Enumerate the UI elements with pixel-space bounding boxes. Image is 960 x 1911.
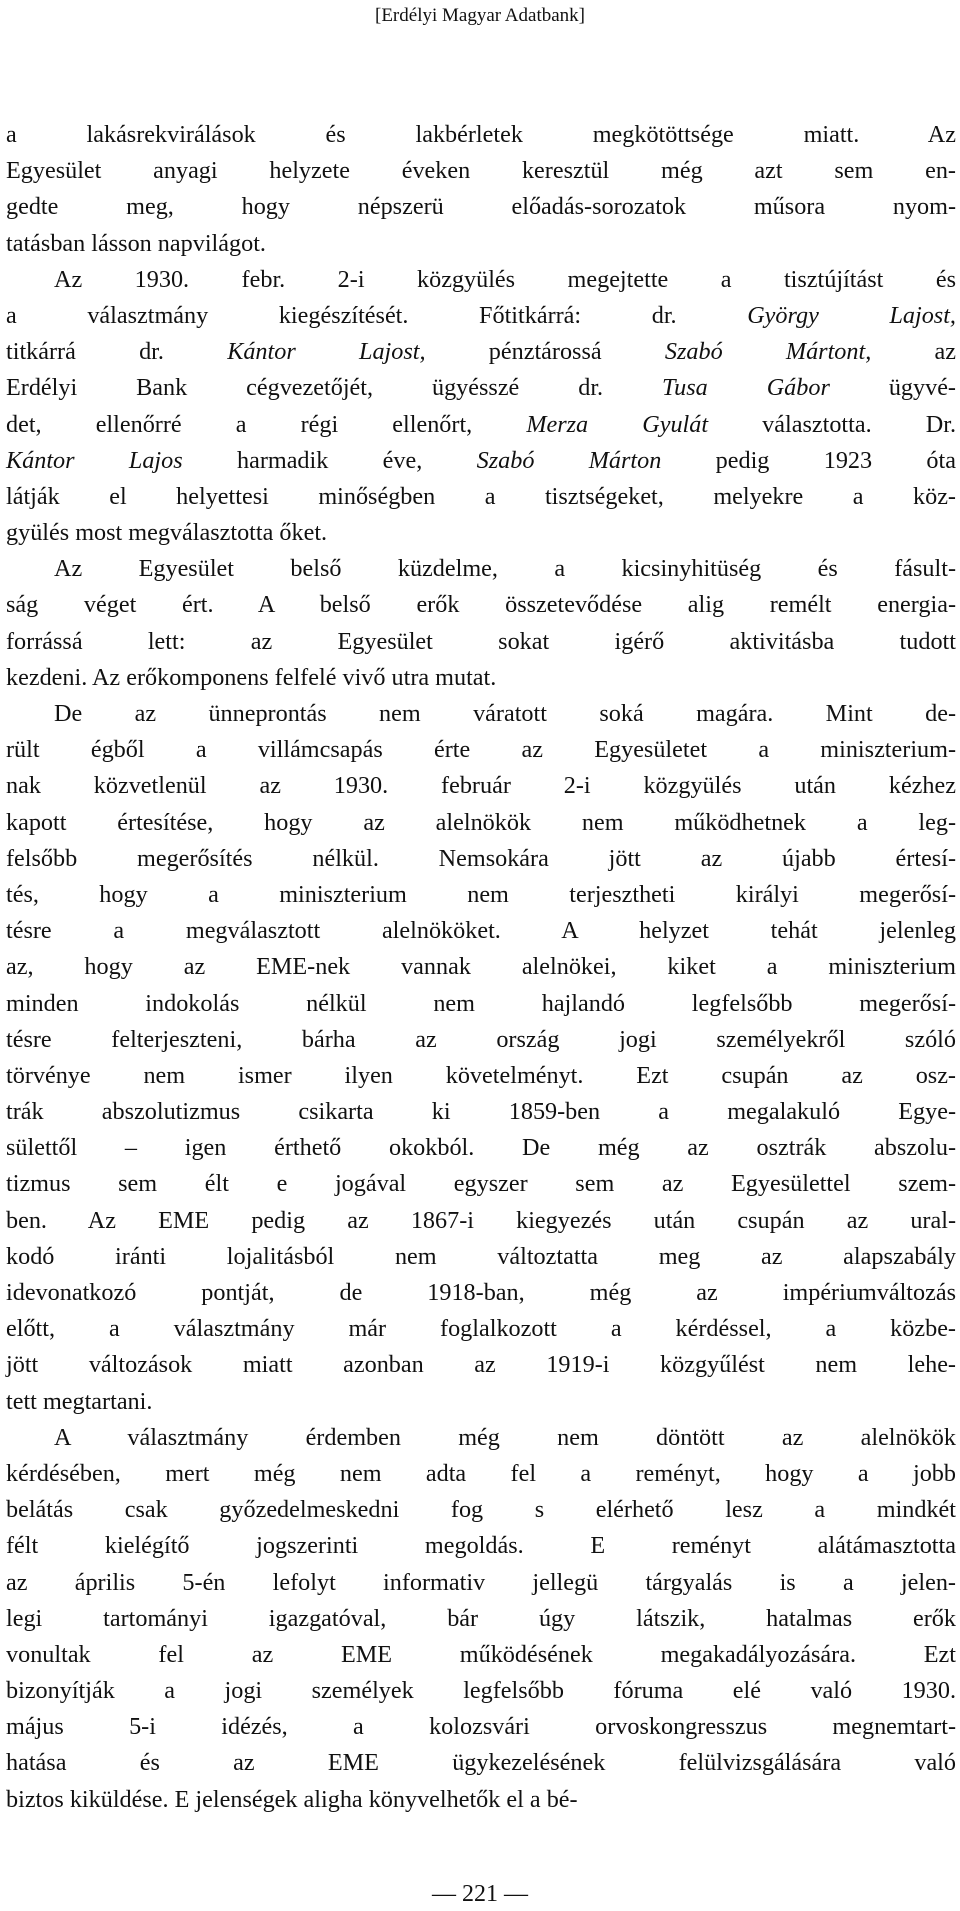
text-segment: felsőbb megerősítés nélkül. Nemsokára jött az újabb értesí- (6, 844, 956, 872)
text-segment: Az 1930. febr. 2-i közgyülés megejtette a tisztújítást és (54, 265, 956, 293)
text-line (6, 1709, 956, 1745)
text-line (6, 1130, 956, 1166)
text-segment: félt kielégítő jogszerinti megoldás. E reményt alátámasztotta (6, 1532, 956, 1560)
text-line (6, 370, 956, 406)
text-line (6, 189, 956, 225)
text-segment: vonultak fel az EME működésének megakadályozására. Ezt (6, 1640, 956, 1668)
text-line (6, 1239, 956, 1275)
text-line (6, 1456, 956, 1492)
text-line (6, 1058, 956, 1094)
text-line (6, 1384, 956, 1420)
text-segment: kodó iránti lojalitásból nem változtatta meg az alapszabály (6, 1242, 956, 1270)
text-segment: rült égből a villámcsapás érte az Egyesületet a miniszterium- (6, 736, 956, 764)
text-line (6, 949, 956, 985)
text-line (6, 1782, 956, 1818)
text-line (6, 913, 956, 949)
italic-name: Szabó Márton (476, 446, 662, 474)
text-line (6, 1745, 956, 1781)
italic-name: Merza Gyulát (526, 410, 709, 438)
text-segment: az, hogy az EME-nek vannak alelnökei, kiket a miniszterium (6, 953, 956, 981)
text-line (6, 1094, 956, 1130)
text-line (6, 153, 956, 189)
text-segment: gedte meg, hogy népszerü előadás-sorozatok műsora nyom- (6, 193, 956, 221)
text-segment: május 5-i idézés, a kolozsvári orvoskongresszus megnemtart- (6, 1713, 956, 1741)
italic-name: Tusa Gábor (662, 374, 830, 402)
text-segment: ügyvé- (829, 374, 956, 402)
text-segment: látják el helyettesi minőségben a tisztségeket, melyekre a köz- (6, 482, 956, 510)
text-segment: legi tartományi igazgatóval, bár úgy látszik, hatalmas erők (6, 1604, 956, 1632)
text-line (6, 587, 956, 623)
text-segment: tett megtartani. (6, 1387, 153, 1415)
text-line (6, 226, 956, 262)
text-segment: tatásban lásson napvilágot. (6, 229, 266, 257)
text-segment: biztos kiküldése. E jelenségek aligha könyvelhetők el a bé- (6, 1785, 578, 1813)
text-segment: harmadik éve, (182, 446, 477, 474)
text-segment: a lakásrekvirálások és lakbérletek megkötöttsége miatt. Az (6, 121, 956, 148)
italic-name: Kántor Lajos (6, 446, 183, 474)
text-line (6, 117, 956, 153)
italic-name: Szabó Mártont, (664, 338, 872, 366)
text-line (6, 986, 956, 1022)
text-line (6, 262, 956, 298)
text-segment: trák abszolutizmus csikarta ki 1859-ben a megalakuló Egye- (6, 1098, 956, 1126)
text-line (6, 1347, 956, 1383)
text-line (6, 660, 956, 696)
text-segment: az április 5-én lefolyt informativ jellegü tárgyalás is a jelen- (6, 1568, 956, 1596)
source-header: [Erdélyi Magyar Adatbank] (375, 5, 585, 26)
text-line (6, 1022, 956, 1058)
text-segment: ság véget ért. A belső erők összetevődése alig remélt energia- (6, 591, 956, 619)
text-segment: Erdélyi Bank cégvezetőjét, ügyésszé dr. (6, 374, 663, 402)
text-line (6, 1565, 956, 1601)
text-line (6, 443, 956, 479)
text-segment: A választmány érdemben még nem döntött az alelnökök (54, 1423, 956, 1451)
text-line (6, 768, 956, 804)
text-line (6, 877, 956, 913)
text-segment: bizonyítják a jogi személyek legfelsőbb fóruma elé való 1930. (6, 1677, 956, 1705)
text-line (6, 298, 956, 334)
text-line (6, 841, 956, 877)
text-segment: előtt, a választmány már foglalkozott a kérdéssel, a közbe- (6, 1315, 956, 1343)
text-line (6, 732, 956, 768)
text-segment: forrássá lett: az Egyesület sokat igérő aktivitásba tudott (6, 627, 956, 655)
text-segment: gyülés most megválasztotta őket. (6, 519, 328, 547)
italic-name: Kántor Lajost, (227, 338, 426, 366)
text-segment: tésre felterjeszteni, bárha az ország jogi személyekről szóló (6, 1025, 956, 1053)
text-line (6, 407, 956, 443)
text-segment: pénztárossá (425, 338, 665, 366)
text-line (6, 1166, 956, 1202)
text-line (6, 1492, 956, 1528)
text-line (6, 551, 956, 587)
text-line (6, 1637, 956, 1673)
text-segment: kapott értesítése, hogy az alelnökök nem működhetnek a leg- (6, 808, 956, 836)
page-number: — 221 — (432, 1881, 528, 1907)
text-line (6, 805, 956, 841)
text-segment: tés, hogy a miniszterium nem terjesztheti királyi megerősí- (6, 880, 956, 908)
text-line (6, 624, 956, 660)
text-segment: ben. Az EME pedig az 1867-i kiegyezés után csupán az ural- (6, 1206, 956, 1234)
text-line (6, 1275, 956, 1311)
text-segment: tizmus sem élt e jogával egyszer sem az Egyesülettel szem- (6, 1170, 956, 1198)
text-line (6, 515, 956, 551)
text-segment: pedig 1923 óta (661, 446, 956, 474)
text-segment: kérdésében, mert még nem adta fel a reményt, hogy a jobb (6, 1459, 956, 1487)
page-body-text (6, 117, 956, 1818)
text-segment: Egyesület anyagi helyzete éveken keresztül még azt sem en- (6, 157, 956, 185)
text-segment: az (871, 338, 956, 366)
text-line (6, 1311, 956, 1347)
text-line (6, 1203, 956, 1239)
text-line (6, 1673, 956, 1709)
text-segment: hatása és az EME ügykezelésének felülvizsgálására való (6, 1749, 956, 1777)
italic-name: György Lajost, (747, 301, 956, 329)
text-line (6, 1601, 956, 1637)
text-segment: törvénye nem ismer ilyen követelményt. Ezt csupán az osz- (6, 1061, 956, 1089)
text-segment: belátás csak győzedelmeskedni fog s elérhető lesz a mindkét (6, 1496, 956, 1524)
text-line (6, 696, 956, 732)
text-line (6, 1420, 956, 1456)
text-segment: kezdeni. Az erőkomponens felfelé vivő utra mutat. (6, 663, 497, 691)
text-line (6, 479, 956, 515)
text-segment: jött változások miatt azonban az 1919-i közgyűlést nem lehe- (6, 1351, 956, 1379)
text-segment: minden indokolás nélkül nem hajlandó legfelsőbb megerősí- (6, 989, 956, 1017)
text-segment: sülettől – igen érthető okokból. De még az osztrák abszolu- (6, 1134, 956, 1162)
text-line (6, 1528, 956, 1564)
text-line (6, 334, 956, 370)
text-segment: De az ünneprontás nem váratott soká magára. Mint de- (54, 700, 956, 727)
text-segment: a választmány kiegészítését. Főtitkárrá: dr. (6, 301, 748, 329)
text-segment: nak közvetlenül az 1930. február 2-i közgyülés után kézhez (6, 772, 956, 800)
text-segment: tésre a megválasztott alelnököket. A helyzet tehát jelenleg (6, 917, 956, 945)
text-segment: Az Egyesület belső küzdelme, a kicsinyhitüség és fásult- (54, 555, 956, 583)
text-segment: választotta. Dr. (708, 410, 956, 438)
text-segment: titkárrá dr. (6, 338, 228, 366)
text-segment: idevonatkozó pontját, de 1918-ban, még az impériumváltozás (6, 1279, 956, 1306)
text-segment: det, ellenőrré a régi ellenőrt, (6, 410, 527, 438)
